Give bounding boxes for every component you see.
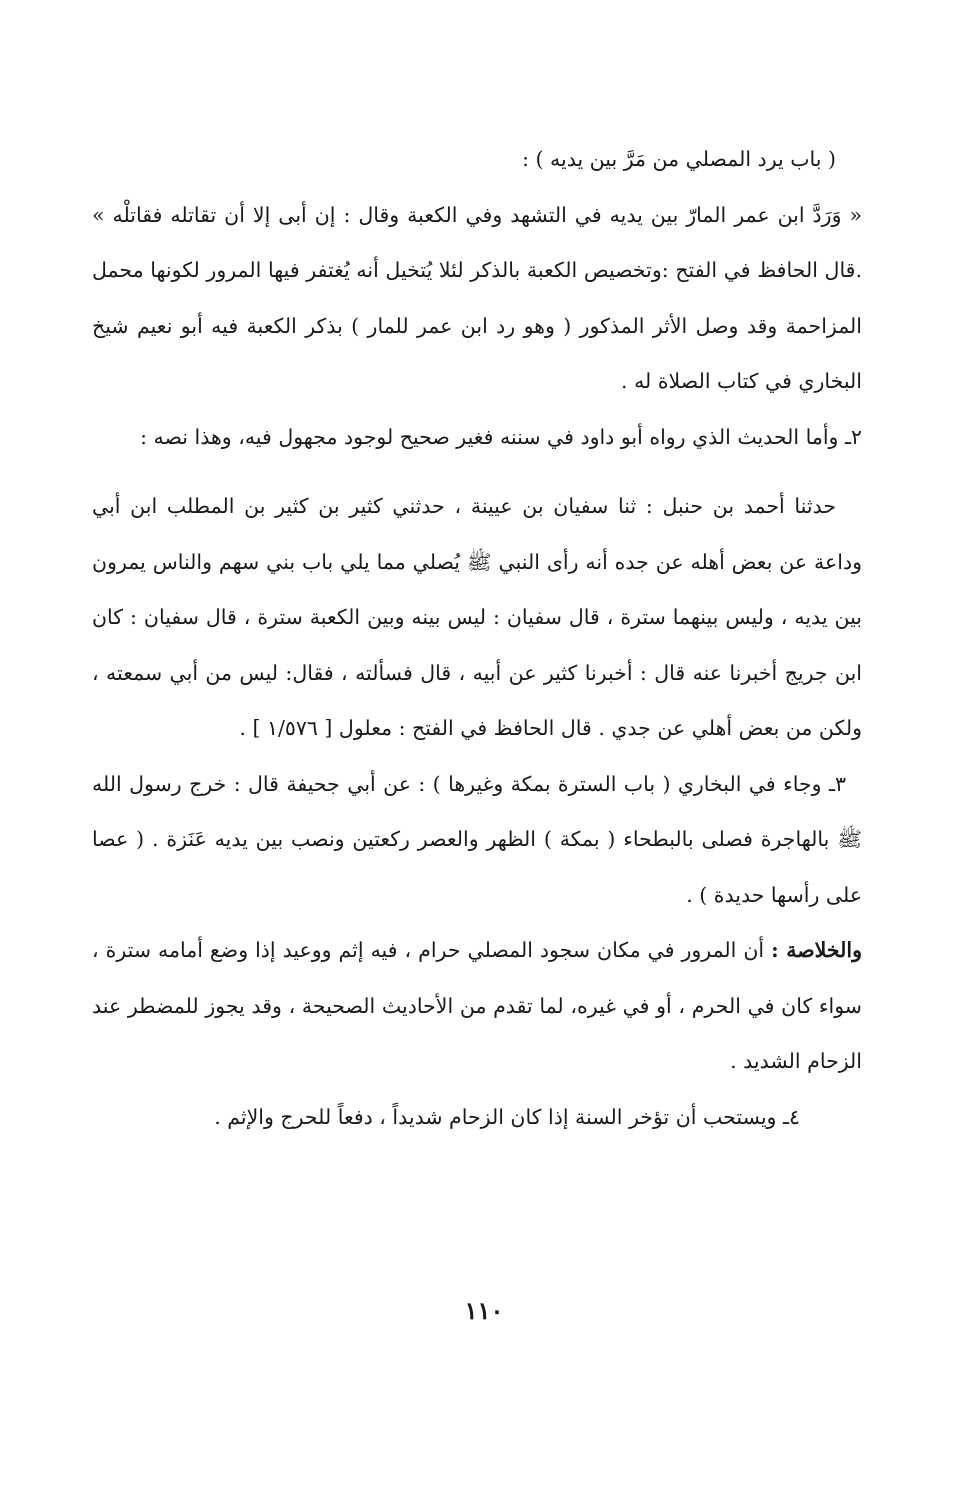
paragraph-hadith-isnad: حدثنا أحمد بن حنبل : ثنا سفيان بن عيينة ، حدثني كثير بن كثير بن المطلب ابن أبي وداعة عن بعض أهله عن جده أنه رأى النبي ﷺ يُصلي مما يلي باب بني سهم والناس يمرون بين يديه ، وليس بينهما سترة ، قال سفيان : ليس بينه وبين الكعبة سترة ، قال سفيان : كان ابن جريج أخبرنا عنه قال : أخبرنا كثير عن أبيه ، قال فسألته ، فقال: ليس من أبي سمعته ، ولكن من بعض أهلي عن جدي . قال الحافظ في الفتح : معلول [ ١/٥٧٦ ] . [92,494,862,740]
section-heading-bab: ( باب يرد المصلي من مَرَّ بين يديه ) : [522,147,836,171]
page-number: ١١٠ [464,1296,504,1325]
conclusion-label: والخلاصة : [771,938,862,962]
paragraph-point-4: ٤ـ ويستحب أن تؤخر السنة إذا كان الزحام شديداً ، دفعاً للحرج والإثم . [214,1104,800,1129]
page-body [92,132,862,1145]
paragraph-point-2: ٢ـ وأما الحديث الذي رواه أبو داود في سننه فغير صحيح لوجود مجهول فيه، وهذا نصه : [140,424,862,449]
paragraph-point-3: ٣ـ وجاء في البخاري ( باب السترة بمكة وغيرها ) : عن أبي جحيفة قال : خرج رسول الله ﷺ بالهاجرة فصلى بالبطحاء ( بمكة ) الظهر والعصر ركعتين ونصب بين يديه عَنَزة . ( عصا على رأسها حديدة ) . [92,771,862,907]
conclusion-text: أن المرور في مكان سجود المصلي حرام ، فيه إثم ووعيد إذا وضع أمامه سترة ، سواء كان في الحرم ، أو في غيره، لما تقدم من الأحاديث الصحيحة ، وقد يجوز للمضطر عند الزحام الشديد . [92,938,862,1073]
paragraph-ibn-umar-athar: « وَرَدَّ ابن عمر المارّ بين يديه في التشهد وفي الكعبة وقال : إن أبى إلا أن تقاتله فقاتلْه » .قال الحافظ في الفتح :وتخصيص الكعبة بالذكر لئلا يُتخيل أنه يُغتفر فيها المرور لكونها محمل المزاحمة وقد وصل الأثر المذكور ( وهو رد ابن عمر للمار ) بذكر الكعبة فيه أبو نعيم شيخ البخاري في كتاب الصلاة له . [92,202,862,393]
paragraph-conclusion [92,923,862,1090]
